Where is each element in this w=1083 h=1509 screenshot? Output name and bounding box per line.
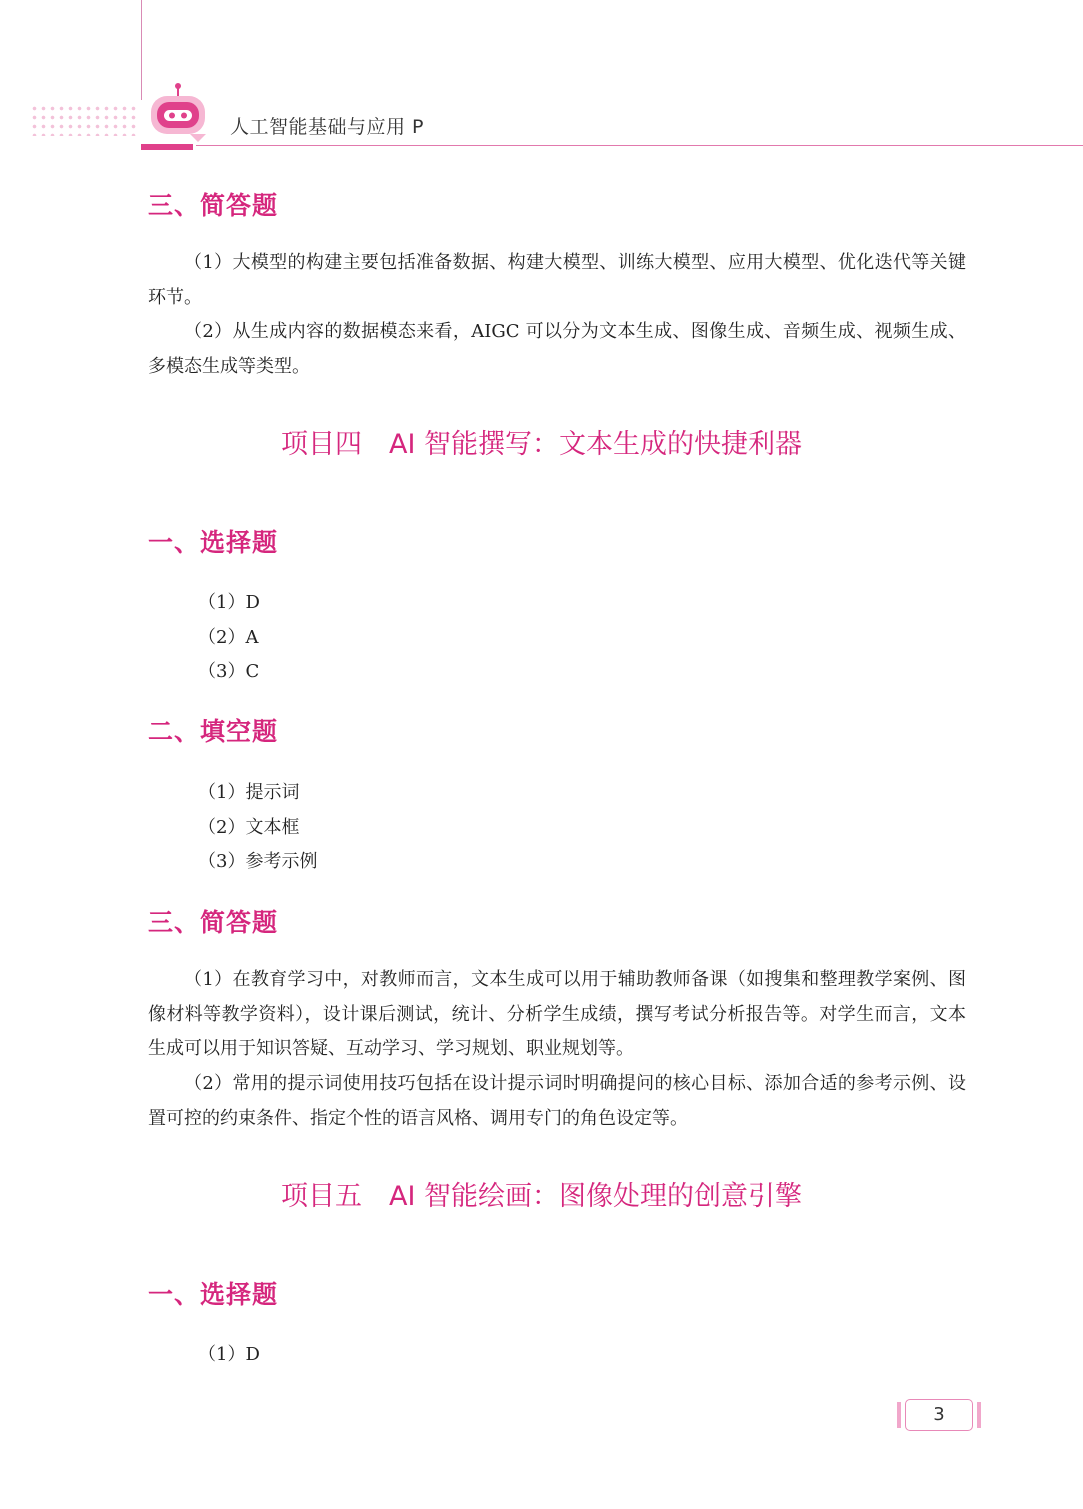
choice-answer: （1）D xyxy=(198,592,260,613)
robot-icon xyxy=(146,82,210,144)
section-heading-choice: 一、选择题 xyxy=(148,528,279,557)
project-title: 项目五 AI 智能绘画：图像处理的创意引擎 xyxy=(280,1181,802,1212)
section-heading-short-answer: 三、简答题 xyxy=(148,908,279,937)
choice-answer: （3）C xyxy=(198,661,260,682)
section-heading-fill: 二、填空题 xyxy=(148,717,279,746)
answer-paragraph: （1）大模型的构建主要包括准备数据、构建大模型、训练大模型、应用大模型、优化迭代等关键环节。 xyxy=(148,252,966,308)
answer-paragraph: （2）从生成内容的数据模态来看，AIGC 可以分为文本生成、图像生成、音频生成、视频生成、多模态生成等类型。 xyxy=(148,321,966,377)
fill-answer: （3）参考示例 xyxy=(198,851,318,872)
section-heading-short-answer: 三、简答题 xyxy=(148,191,279,220)
header-vertical-rule xyxy=(141,0,142,100)
header-title: 人工智能基础与应用 P xyxy=(230,116,424,138)
page-number: 3 xyxy=(905,1399,973,1431)
page-number-bar-left xyxy=(897,1402,901,1428)
choice-answer: （1）D xyxy=(198,1344,260,1365)
answer-paragraph: （2）常用的提示词使用技巧包括在设计提示词时明确提问的核心目标、添加合适的参考示例、设置可控的约束条件、指定个性的语言风格、调用专门的角色设定等。 xyxy=(148,1073,966,1129)
answer-paragraph: （1）在教育学习中，对教师而言，文本生成可以用于辅助教师备课（如搜集和整理教学案例、图像材料等教学资料），设计课后测试，统计、分析学生成绩，撰写考试分析报告等。对学生而言，文本生成可以用于知识答疑、互动学习、学习规划、职业规划等。 xyxy=(148,969,966,1059)
section-heading-choice: 一、选择题 xyxy=(148,1280,279,1309)
header-accent-bar xyxy=(141,144,193,150)
page-number-bar-right xyxy=(977,1402,981,1428)
header-rule xyxy=(196,145,1083,146)
fill-answer: （1）提示词 xyxy=(198,782,300,803)
project-title: 项目四 AI 智能撰写：文本生成的快捷利器 xyxy=(280,429,802,460)
choice-answer: （2）A xyxy=(198,627,259,648)
fill-answer: （2）文本框 xyxy=(198,817,300,838)
header-dot-pattern xyxy=(30,104,138,136)
